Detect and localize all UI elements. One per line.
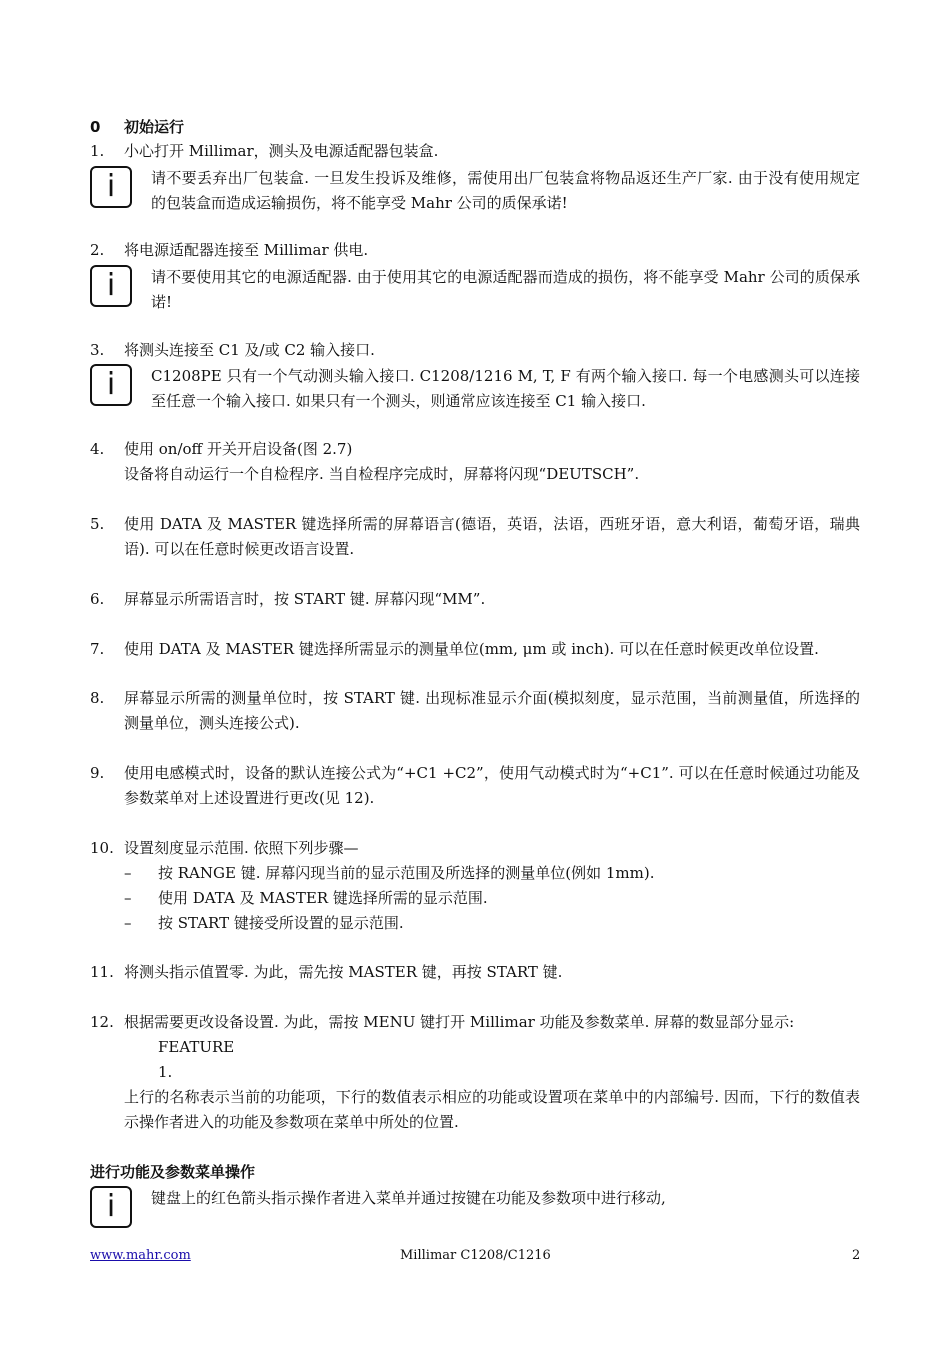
- page-number: 2: [852, 1248, 861, 1263]
- step-text: 根据需要更改设备设置. 为此，需按 MENU 键打开 Millimar 功能及参数菜单. 屏幕的数显部分显示:: [124, 1013, 795, 1031]
- step-text: 使用电感模式时，设备的默认连接公式为“+C1 +C2”，使用气动模式时为“+C1”. 可以在任意时候通过功能及参数菜单对上述设置进行更改(见 12).: [124, 764, 860, 807]
- substep-text: 使用 DATA 及 MASTER 键选择所需的显示范围.: [158, 889, 488, 907]
- substep: [124, 911, 860, 936]
- step-text: 将测头指示值置零. 为此，需先按 MASTER 键，再按 START 键.: [124, 963, 563, 981]
- info-note-3: [90, 364, 860, 414]
- display-line-1: FEATURE: [158, 1038, 235, 1056]
- footer-link[interactable]: www.mahr.com: [90, 1248, 191, 1263]
- step-number: 10.: [90, 839, 114, 857]
- step-number: 1.: [90, 142, 105, 160]
- step-number: 5.: [90, 515, 105, 533]
- step-text: 使用 DATA 及 MASTER 键选择所需的屏幕语言(德语，英语，法语，西班牙语，意大利语，葡萄牙语，瑞典语). 可以在任意时候更改语言设置.: [124, 515, 860, 558]
- info-note-2: [90, 265, 860, 315]
- step-11: [90, 960, 860, 985]
- step-text: 使用 DATA 及 MASTER 键选择所需显示的测量单位(mm, μm 或 inch). 可以在任意时候更改单位设置.: [124, 640, 819, 658]
- step-number: 4.: [90, 440, 105, 458]
- step-text: 屏幕显示所需语言时，按 START 键. 屏幕闪现“MM”.: [124, 590, 486, 608]
- info-icon: i: [90, 1186, 132, 1228]
- step-7: [90, 637, 860, 662]
- step-1: [90, 139, 860, 164]
- dash-bullet: –: [124, 864, 132, 882]
- note-text: 键盘上的红色箭头指示操作者进入菜单并通过按键在功能及参数项中进行移动,: [151, 1189, 666, 1207]
- info-icon: i: [90, 265, 132, 307]
- step-8: [90, 686, 860, 736]
- note-text: C1208PE 只有一个气动测头输入接口. C1208/1216 M, T, F 有两个输入接口. 每一个电感测头可以连接至任意一个输入接口. 如果只有一个测头，则通常应该连接至 C1 输入接口.: [151, 367, 860, 410]
- step-number: 8.: [90, 689, 105, 707]
- step-4: [90, 437, 860, 487]
- heading-title: 初始运行: [124, 118, 185, 136]
- step-9: [90, 761, 860, 811]
- info-note-1: [90, 166, 860, 216]
- step-text: 设置刻度显示范围. 依照下列步骤—: [124, 839, 359, 857]
- heading-number: 0: [90, 118, 101, 136]
- step-number: 2.: [90, 241, 105, 259]
- step-number: 9.: [90, 764, 105, 782]
- note-text: 请不要使用其它的电源适配器. 由于使用其它的电源适配器而造成的损伤，将不能享受 Mahr 公司的质保承诺!: [151, 268, 860, 311]
- step-number: 7.: [90, 640, 105, 658]
- substep-text: 按 START 键接受所设置的显示范围.: [158, 914, 404, 932]
- step-number: 3.: [90, 341, 105, 359]
- step-text-2: 上行的名称表示当前的功能项，下行的数值表示相应的功能或设置项在菜单中的内部编号. 因而，下行的数值表示操作者进入的功能及参数项在菜单中所处的位置.: [124, 1088, 860, 1131]
- step-5: [90, 512, 860, 562]
- info-note-4: [90, 1186, 860, 1224]
- substep-text: 按 RANGE 键. 屏幕闪现当前的显示范围及所选择的测量单位(例如 1mm).: [158, 864, 655, 882]
- step-text-2: 设备将自动运行一个自检程序. 当自检程序完成时，屏幕将闪现“DEUTSCH”.: [124, 465, 640, 483]
- substep: [124, 886, 860, 911]
- step-number: 6.: [90, 590, 105, 608]
- step-6: [90, 587, 860, 612]
- info-icon: i: [90, 166, 132, 208]
- substep: [124, 861, 860, 886]
- menu-section-title: 进行功能及参数菜单操作: [90, 1163, 256, 1181]
- step-text: 使用 on/off 开关开启设备(图 2.7): [124, 440, 353, 458]
- step-3: [90, 338, 860, 363]
- step-10: [90, 836, 860, 936]
- display-line-2: 1.: [158, 1063, 173, 1081]
- step-12: [90, 1010, 860, 1135]
- dash-bullet: –: [124, 889, 132, 907]
- dash-bullet: –: [124, 914, 132, 932]
- step-number: 11.: [90, 963, 114, 981]
- step-text: 小心打开 Millimar，测头及电源适配器包装盒.: [124, 142, 439, 160]
- info-icon: i: [90, 364, 132, 406]
- note-text: 请不要丢弃出厂包装盒. 一旦发生投诉及维修，需使用出厂包装盒将物品返还生产厂家. 由于没有使用规定的包装盒而造成运输损伤，将不能享受 Mahr 公司的质保承诺!: [151, 169, 860, 212]
- step-text: 屏幕显示所需的测量单位时，按 START 键. 出现标准显示介面(模拟刻度，显示范围，当前测量值，所选择的测量单位，测头连接公式).: [124, 689, 860, 732]
- section-heading: [90, 116, 184, 137]
- step-2: [90, 238, 860, 263]
- step-text: 将电源适配器连接至 Millimar 供电.: [124, 241, 369, 259]
- footer-title: Millimar C1208/C1216: [400, 1248, 551, 1263]
- step-text: 将测头连接至 C1 及/或 C2 输入接口.: [124, 341, 375, 359]
- step-number: 12.: [90, 1013, 114, 1031]
